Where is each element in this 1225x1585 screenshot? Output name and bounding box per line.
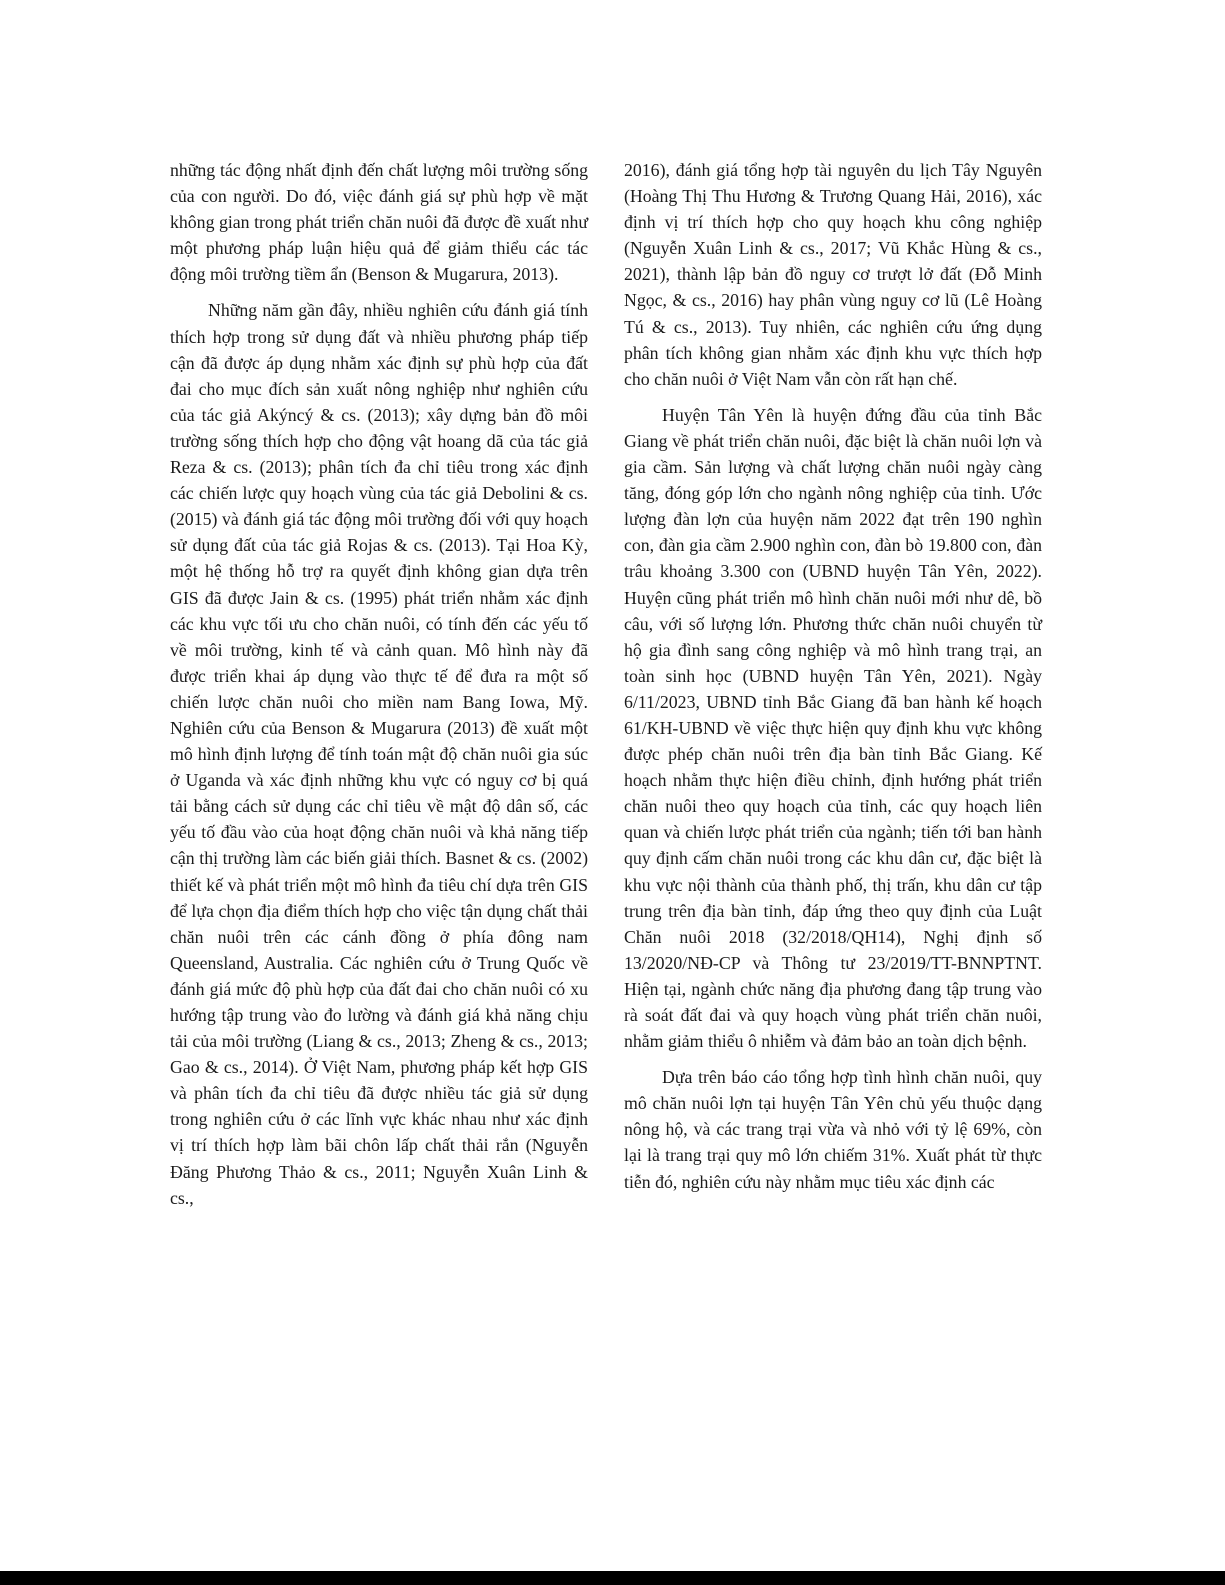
paragraph: Huyện Tân Yên là huyện đứng đầu của tỉnh Bắc Giang về phát triển chăn nuôi, đặc biệt là chăn nuôi lợn và gia cầm. Sản lượng và chất lượng chăn nuôi ngày càng tăng, đóng góp lớn cho ngành nông nghiệp của tỉnh. Ước lượng đàn lợn của huyện năm 2022 đạt trên 190 nghìn con, đàn gia cầm 2.900 nghìn con, đàn bò 19.800 con, đàn trâu khoảng 3.300 con (UBND huyện Tân Yên, 2022). Huyện cũng phát triển mô hình chăn nuôi mới như dê, bồ câu, với số lượng lớn. Phương thức chăn nuôi chuyển từ hộ gia đình sang công nghiệp và mô hình trang trại, an toàn sinh học (UBND huyện Tân Yên, 2021). Ngày 6/11/2023, UBND tỉnh Bắc Giang đã ban hành kế hoạch 61/KH-UBND về việc thực hiện quy định khu vực không được phép chăn nuôi trên địa bàn tỉnh Bắc Giang. Kế hoạch nhằm thực hiện điều chỉnh, định hướng phát triển chăn nuôi theo quy hoạch của tỉnh, các quy hoạch liên quan và chiến lược phát triển của ngành; tiến tới ban hành quy định cấm chăn nuôi trong các khu dân cư, đặc biệt là khu vực nội thành của thành phố, thị trấn, khu dân cư tập trung trên địa bàn tỉnh, đáp ứng theo quy định của Luật Chăn nuôi 2018 (32/2018/QH14), Nghị định số 13/2020/NĐ-CP và Thông tư 23/2019/TT-BNNPTNT. Hiện tại, ngành chức năng địa phương đang tập trung vào rà soát đất đai và quy hoạch vùng phát triển chăn nuôi, nhằm giảm thiểu ô nhiễm và đảm bảo an toàn dịch bệnh. (624, 404, 1042, 1052)
paragraph: những tác động nhất định đến chất lượng môi trường sống của con người. Do đó, việc đánh giá sự phù hợp về mặt không gian trong phát triển chăn nuôi đã được đề xuất như một phương pháp luận hiệu quả để giảm thiểu các tác động môi trường tiềm ẩn (Benson & Mugarura, 2013). (170, 160, 588, 285)
paragraph: Những năm gần đây, nhiều nghiên cứu đánh giá tính thích hợp trong sử dụng đất và nhiều phương pháp tiếp cận đã được áp dụng nhằm xác định sự phù hợp của đất đai cho mục đích sản xuất nông nghiệp như nghiên cứu của tác giả Akýncý & cs. (2013); xây dựng bản đồ môi trường sống thích hợp cho động vật hoang dã của tác giả Reza & cs. (2013); phân tích đa chỉ tiêu trong xác định các chiến lược quy hoạch vùng của tác giả Debolini & cs. (2015) và đánh giá tác động môi trường đối với quy hoạch sử dụng đất của tác giả Rojas & cs. (2013). Tại Hoa Kỳ, một hệ thống hỗ trợ ra quyết định không gian dựa trên GIS đã được Jain & cs. (1995) phát triển nhằm xác định các khu vực tối ưu cho chăn nuôi, có tính đến các yếu tố về môi trường, kinh tế và cảnh quan. Mô hình này đã được triển khai áp dụng vào thực tế để đưa ra một số chiến lược chăn nuôi cho miền nam Bang Iowa, Mỹ. Nghiên cứu của Benson & Mugarura (2013) đề xuất một mô hình định lượng để tính toán mật độ chăn nuôi gia súc ở Uganda và xác định những khu vực có nguy cơ bị quá tải bằng cách sử dụng các chỉ tiêu về mật độ dân số, các yếu tố đầu vào của hoạt động chăn nuôi và khả năng tiếp cận thị trường làm các biến giải thích. Basnet & cs. (2002) thiết kế và phát triển một mô hình đa tiêu chí dựa trên GIS để lựa chọn địa điểm thích hợp cho việc tận dụng chất thải chăn nuôi trên các cánh đồng ở phía đông nam Queensland, Australia. Các nghiên cứu ở Trung Quốc về đánh giá mức độ phù hợp của đất đai cho chăn nuôi có xu hướng tập trung vào đo lường và đánh giá khả năng chịu tải của môi trường (Liang & cs., 2013; Zheng & cs., 2013; Gao & cs., 2014). Ở Việt Nam, phương pháp kết hợp GIS và phân tích đa chỉ tiêu đã được nhiều tác giả sử dụng trong nghiên cứu ở các lĩnh vực khác nhau như xác định vị trí thích hợp làm bãi chôn lấp chất thải rắn (Nguyễn Đăng Phương Thảo & cs., 2011; Nguyễn Xuân Linh & cs., (170, 300, 588, 1208)
paragraph: Dựa trên báo cáo tổng hợp tình hình chăn nuôi, quy mô chăn nuôi lợn tại huyện Tân Yên chủ yếu thuộc dạng nông hộ, và các trang trại vừa và nhỏ với tỷ lệ 69%, còn lại là trang trại quy mô lớn chiếm 31%. Xuất phát từ thực tiễn đó, nghiên cứu này nhằm mục tiêu xác định các (624, 1067, 1042, 1192)
right-column (624, 157, 1042, 1205)
paragraph: 2016), đánh giá tổng hợp tài nguyên du lịch Tây Nguyên (Hoàng Thị Thu Hương & Trương Quang Hải, 2016), xác định vị trí thích hợp cho quy hoạch khu công nghiệp (Nguyễn Xuân Linh & cs., 2017; Vũ Khắc Hùng & cs., 2021), thành lập bản đồ nguy cơ trượt lở đất (Đỗ Minh Ngọc, & cs., 2016) hay phân vùng nguy cơ lũ (Lê Hoàng Tú & cs., 2013). Tuy nhiên, các nghiên cứu ứng dụng phân tích không gian nhằm xác định khu vực thích hợp cho chăn nuôi ở Việt Nam vẫn còn rất hạn chế. (624, 160, 1042, 389)
left-column (170, 157, 588, 1221)
bottom-border (0, 1571, 1225, 1585)
